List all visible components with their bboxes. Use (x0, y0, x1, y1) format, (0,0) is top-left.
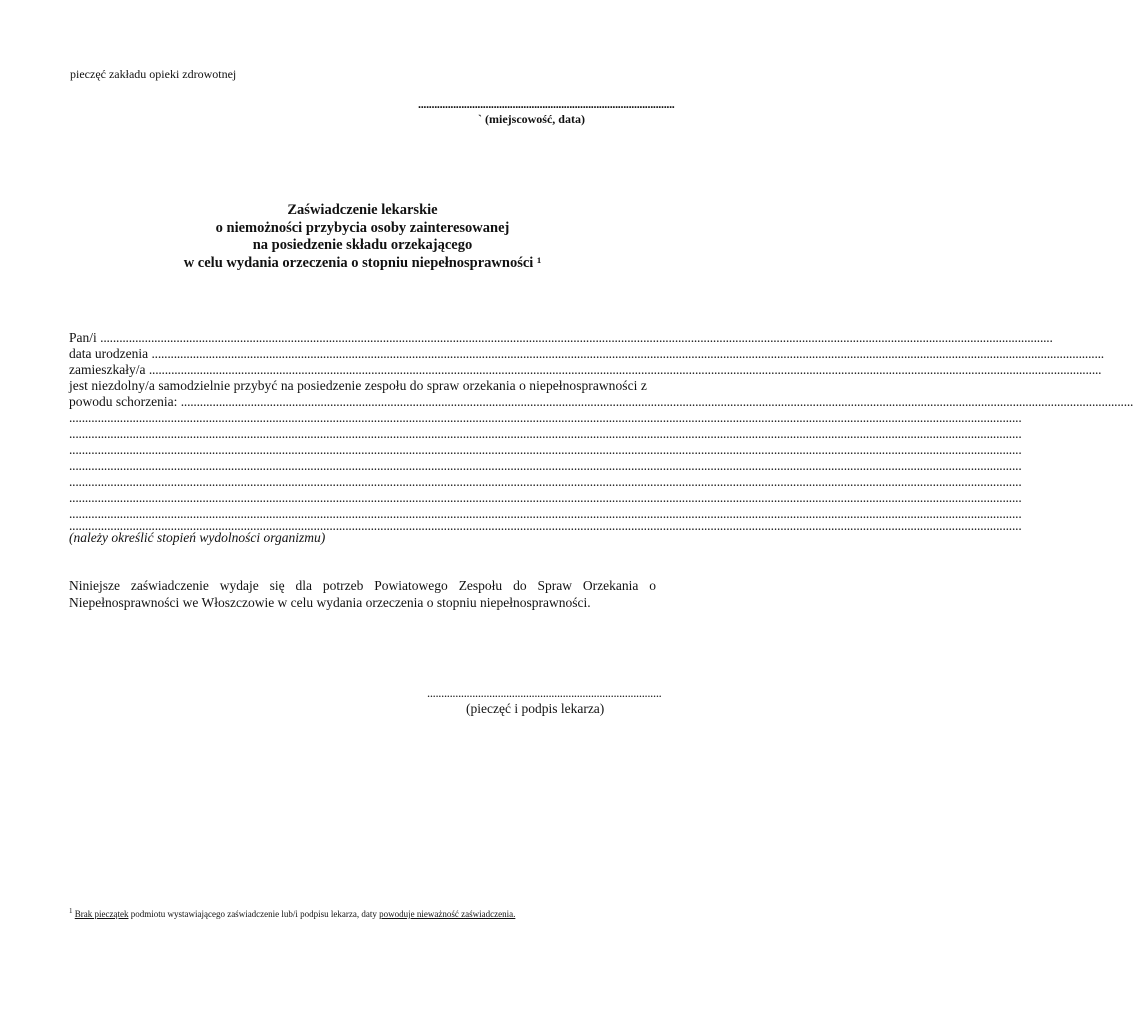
stamp-label: pieczęć zakładu opieki zdrowotnej (70, 67, 237, 81)
illness-line-6[interactable]: ............................................................................................................................................................................................................................................................................................................ (69, 490, 1022, 505)
name-field-row (69, 330, 1053, 346)
name-label: Pan/i (69, 330, 97, 345)
address-label: zamieszkały/a (69, 362, 146, 377)
title-line-2: o niemożności przybycia osoby zainteresowanej (215, 219, 510, 236)
illness-field-row (69, 394, 1133, 410)
capacity-note: (należy określić stopień wydolności organizmu) (69, 530, 326, 545)
illness-line-1[interactable]: ............................................................................................................................................................................................................................................................................................................ (69, 410, 1022, 425)
purpose-paragraph: Niniejsze zaświadczenie wydaje się dla potrzeb Powiatowego Zespołu do Spraw Orzekania o Niepełnosprawności we Włoszczowie w celu wydania orzeczenia o stopniu niepełnosprawności. (69, 578, 656, 610)
illness-line-4[interactable]: ............................................................................................................................................................................................................................................................................................................ (69, 458, 1022, 473)
illness-line-3[interactable]: ............................................................................................................................................................................................................................................................................................................ (69, 442, 1022, 457)
footnote (69, 907, 515, 919)
footnote-text-3: powoduje nieważność zaświadczenia. (379, 909, 516, 919)
place-date-label: ` (miejscowość, data) (478, 112, 585, 126)
footnote-text-2: podmiotu wystawiającego zaświadczenie lub/i podpisu lekarza, daty (128, 909, 380, 919)
name-field[interactable]: ............................................................................................................................................................................................................................................................................................................ (100, 330, 1053, 345)
document-title (0, 202, 725, 272)
illness-line-8[interactable]: ............................................................................................................................................................................................................................................................................................................ (69, 518, 1022, 533)
footnote-marker: 1 (69, 907, 73, 915)
birth-field-row (69, 346, 1104, 362)
title-line-1: Zaświadczenie lekarskie (287, 202, 438, 218)
address-field[interactable]: ............................................................................................................................................................................................................................................................................................................ (148, 362, 1102, 377)
illness-label: powodu schorzenia: (69, 394, 178, 409)
title-line-3: na posiedzenie składu orzekającego (252, 237, 473, 253)
birth-date-field[interactable]: ............................................................................................................................................................................................................................................................................................................ (151, 346, 1104, 361)
statement-line: jest niezdolny/a samodzielnie przybyć na posiedzenie zespołu do spraw orzekania o niepełnosprawności z (69, 378, 647, 393)
address-field-row (69, 362, 1102, 378)
birth-date-label: data urodzenia (69, 346, 149, 361)
illness-field[interactable]: ............................................................................................................................................................................................................................................................................................................ (180, 394, 1133, 409)
illness-line-7[interactable]: ............................................................................................................................................................................................................................................................................................................ (69, 506, 1022, 521)
title-line-4: w celu wydania orzeczenia o stopniu niepełnosprawności ¹ (183, 254, 542, 271)
place-date-line: ............................................................................................... (418, 97, 675, 111)
signature-line: ................................................................................... (427, 686, 662, 700)
signature-label: (pieczęć i podpis lekarza) (466, 701, 605, 716)
illness-line-5[interactable]: ............................................................................................................................................................................................................................................................................................................ (69, 474, 1022, 489)
footnote-text-1: Brak pieczątek (74, 909, 129, 919)
illness-line-2[interactable]: ............................................................................................................................................................................................................................................................................................................ (69, 426, 1022, 441)
